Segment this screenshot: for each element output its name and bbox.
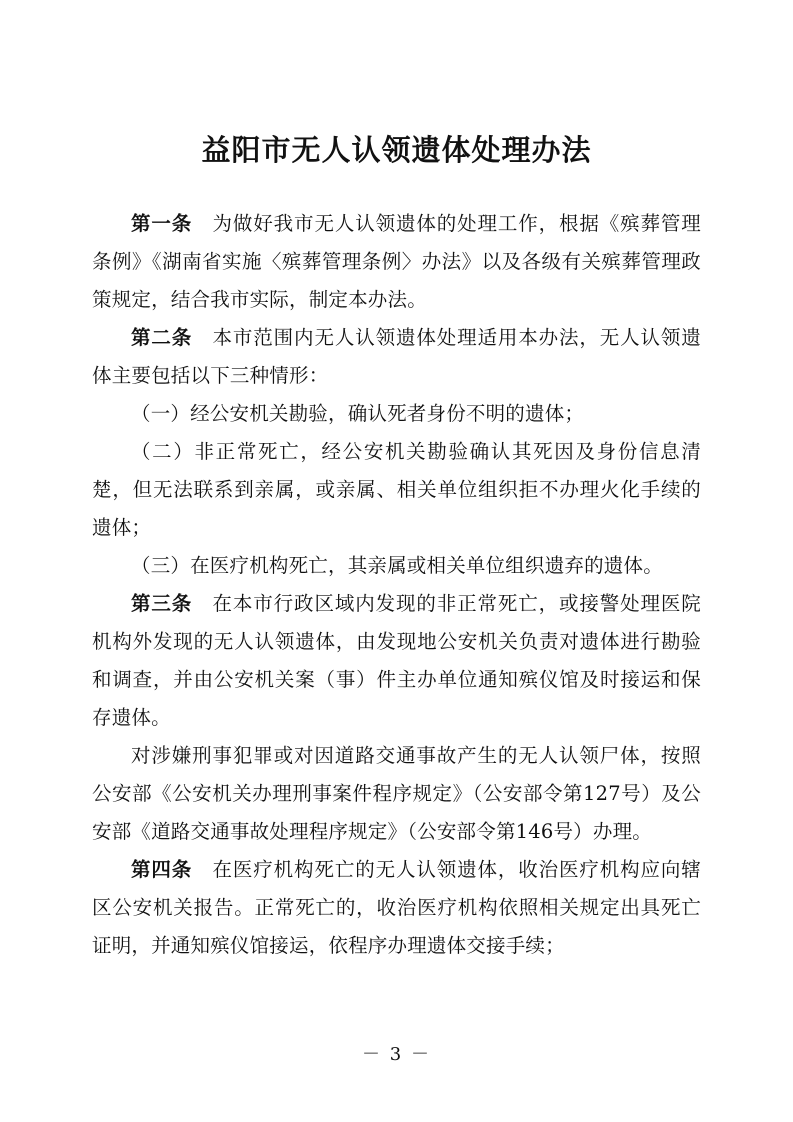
paragraph: [92, 433, 701, 547]
paragraph-lead: 第三条: [131, 591, 193, 615]
paragraph-text: 在本市行政区域内发现的非正常死亡，或接警处理医院机构外发现的无人认领遗体，由发现地公安机关负责对遗体进行勘验和调查，并由公安机关案（事）件主办单位通知殡仪馆及时接运和保存遗体。: [92, 591, 701, 729]
page-footer: － 3 －: [362, 1044, 431, 1065]
paragraph: [92, 547, 701, 585]
paragraph-text: （一）经公安机关勘验，确认死者身份不明的遗体；: [131, 401, 585, 425]
page-title: 益阳市无人认领遗体处理办法: [201, 133, 592, 167]
paragraph-text: （二）非正常死亡，经公安机关勘验确认其死因及身份信息清楚，但无法联系到亲属，或亲属、相关单位组织拒不办理火化手续的遗体；: [92, 439, 701, 539]
paragraph-lead: 第四条: [131, 857, 193, 881]
paragraph: [92, 585, 701, 737]
paragraph-text: （三）在医疗机构死亡，其亲属或相关单位组织遗弃的遗体。: [131, 553, 663, 577]
document-body: [92, 205, 701, 965]
paragraph: [92, 205, 701, 319]
paragraph: [92, 737, 701, 851]
paragraph-lead: 第二条: [131, 325, 193, 349]
paragraph-text: 本市范围内无人认领遗体处理适用本办法，无人认领遗体主要包括以下三种情形：: [92, 325, 701, 387]
paragraph: [92, 395, 701, 433]
paragraph-text: 在医疗机构死亡的无人认领遗体，收治医疗机构应向辖区公安机关报告。正常死亡的，收治医疗机构依照相关规定出具死亡证明，并通知殡仪馆接运，依程序办理遗体交接手续；: [92, 857, 701, 957]
paragraph: [92, 851, 701, 965]
paragraph-text: 为做好我市无人认领遗体的处理工作，根据《殡葬管理条例》《湖南省实施〈殡葬管理条例〉办法》以及各级有关殡葬管理政策规定，结合我市实际，制定本办法。: [92, 211, 701, 311]
paragraph-lead: 第一条: [131, 211, 193, 235]
paragraph: [92, 319, 701, 395]
paragraph-text: 对涉嫌刑事犯罪或对因道路交通事故产生的无人认领尸体，按照公安部《公安机关办理刑事案件程序规定》（公安部令第127号）及公安部《道路交通事故处理程序规定》（公安部令第146号）办理。: [92, 743, 701, 843]
